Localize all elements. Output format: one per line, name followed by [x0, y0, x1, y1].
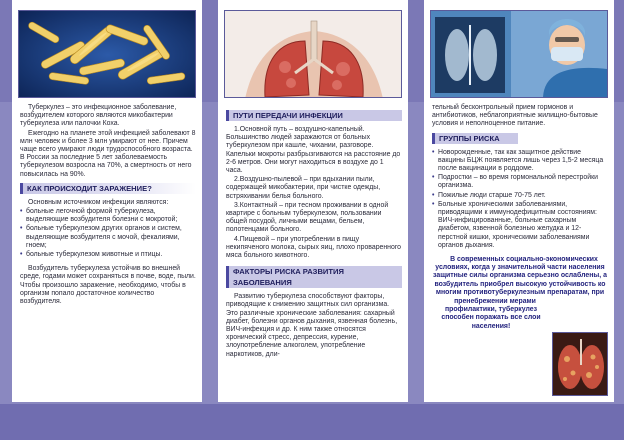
- bottom-band: [0, 404, 624, 440]
- panel3-text: [432, 104, 608, 332]
- panel2-text: [226, 106, 402, 360]
- panel-risk-groups: [424, 0, 614, 402]
- lungs-anatomy-icon: [224, 10, 402, 98]
- list-item: • Пожилые люди старше 70-75 лет.: [432, 192, 608, 200]
- panel1-text: [20, 104, 196, 307]
- list-item: • больные легочной формой туберкулеза, выделяющие возбудителя болезни с мокротой;: [20, 208, 196, 224]
- list-item: • больные туберкулезом других органов и систем, выделяющие возбудителя с мочой, фекалиями, гноем;: [20, 225, 196, 250]
- panel-tuberculosis-intro: [12, 0, 202, 402]
- heading-risk-factors: ФАКТОРЫ РИСКА РАЗВИТИЯ ЗАБОЛЕВАНИЯ: [226, 266, 402, 288]
- list-item: • Больные хроническими заболеваниями, приводящими к иммунодефицитным состояниям: ВИЧ-инфицированные, больные сахарным диабетом, язвенной болезнью желудка и 12-перстной кишки, хроническими заболеваниями органов дыхания.: [432, 201, 608, 250]
- statistics-paragraph: Ежегодно на планете этой инфекцией заболевают 8 млн человек и более 3 млн умирают от нее. Причем чаще всего умирают люди трудоспособного возраста. В России за последние 5 лет заболеваемость туберкулезом возросла на 70%, а смертность от него повысилась на 90%.: [20, 129, 196, 178]
- list-item: 2.Воздушно-пылевой – при вдыхании пыли, содержащей микобактерии, при чистке одежды, встряхивании белья больного.: [226, 176, 381, 200]
- list-item: • Новорожденные, так как защитное действие вакцины БЦЖ появляется лишь через 1,5-2 месяца после вакцинации в роддоме.: [432, 149, 608, 174]
- conclusion-text: [432, 256, 608, 331]
- risk-factors-paragraph: Развитию туберкулеза способствуют факторы, приводящие к снижению защитных сил организма. Это различные хронические заболевания: сахарный диабет, болезни органов дыхания, язвенная болезнь, ВИЧ-инфекция и др. К ним также относятся хронический стресс, депрессия, курение, злоупотребление алкоголем, употребление наркотиков, дли-: [226, 293, 398, 358]
- conclusion-line: В современных социально-экономических условиях, когда у значительной части населения защитные силы организма серьезно ослаблены, а возбудитель приобрел высокую устойчивость ко многим противотуберкулезным препаратам, при: [433, 256, 607, 296]
- list-item: • Подростки – во время гормональной перестройки организма.: [432, 174, 608, 190]
- heading-infection: КАК ПРОИСХОДИТ ЗАРАЖЕНИЕ?: [20, 183, 196, 194]
- heading-risk-groups: ГРУППЫ РИСКА: [432, 133, 518, 144]
- heading-transmission: ПУТИ ПЕРЕДАЧИ ИНФЕКЦИИ: [226, 110, 402, 121]
- list-item: 3.Контактный – при тесном проживании в одной квартире с больным туберкулезом, пользовании общей посудой, личными вещами, бельем, полотенцами больного.: [226, 201, 389, 234]
- intro-paragraph: Туберкулез – это инфекционное заболевание, возбудителем которого являются микобактерии туберкулеза или палочки Коха.: [20, 104, 177, 128]
- doctor-xray-icon: [430, 10, 608, 98]
- list-item: • больные туберкулезом животные и птицы.: [20, 251, 196, 259]
- list-item: 1.Основной путь – воздушно-капельный. Большинство людей заражаются от больных туберкулезом при кашле, чихании, разговоре. Капельки мокроты разбрызгиваются на расстояние до 2-6 метров. Они могут находиться в воздухе до 1 часа.: [226, 126, 401, 175]
- bacteria-micrograph-icon: [18, 10, 196, 98]
- conclusion-line: пренебрежении мерами профилактики, туберкулез способен поражать все слои населения!: [441, 298, 541, 330]
- list-item: 4.Пищевой – при употреблении в пищу некипяченого молока, сырых яиц, плохо проваренного мяса больного животного.: [226, 235, 402, 260]
- lung-xray-thumbnail-icon: [552, 332, 608, 396]
- resistance-paragraph: Возбудитель туберкулеза устойчив во внешней среде, годами может сохраняться в почве, воде, пыли. Чтобы произошло заражение, необходимо, чтобы в организм попало достаточное количество возбудителя.: [20, 265, 196, 306]
- panel-transmission: [218, 0, 408, 402]
- sources-lead: Основным источником инфекции являются:: [28, 198, 169, 206]
- factors-continuation: тельный бесконтрольный прием гормонов и антибиотиков, неблагоприятные жилищно-бытовые условия и неполноценное питание.: [432, 104, 598, 128]
